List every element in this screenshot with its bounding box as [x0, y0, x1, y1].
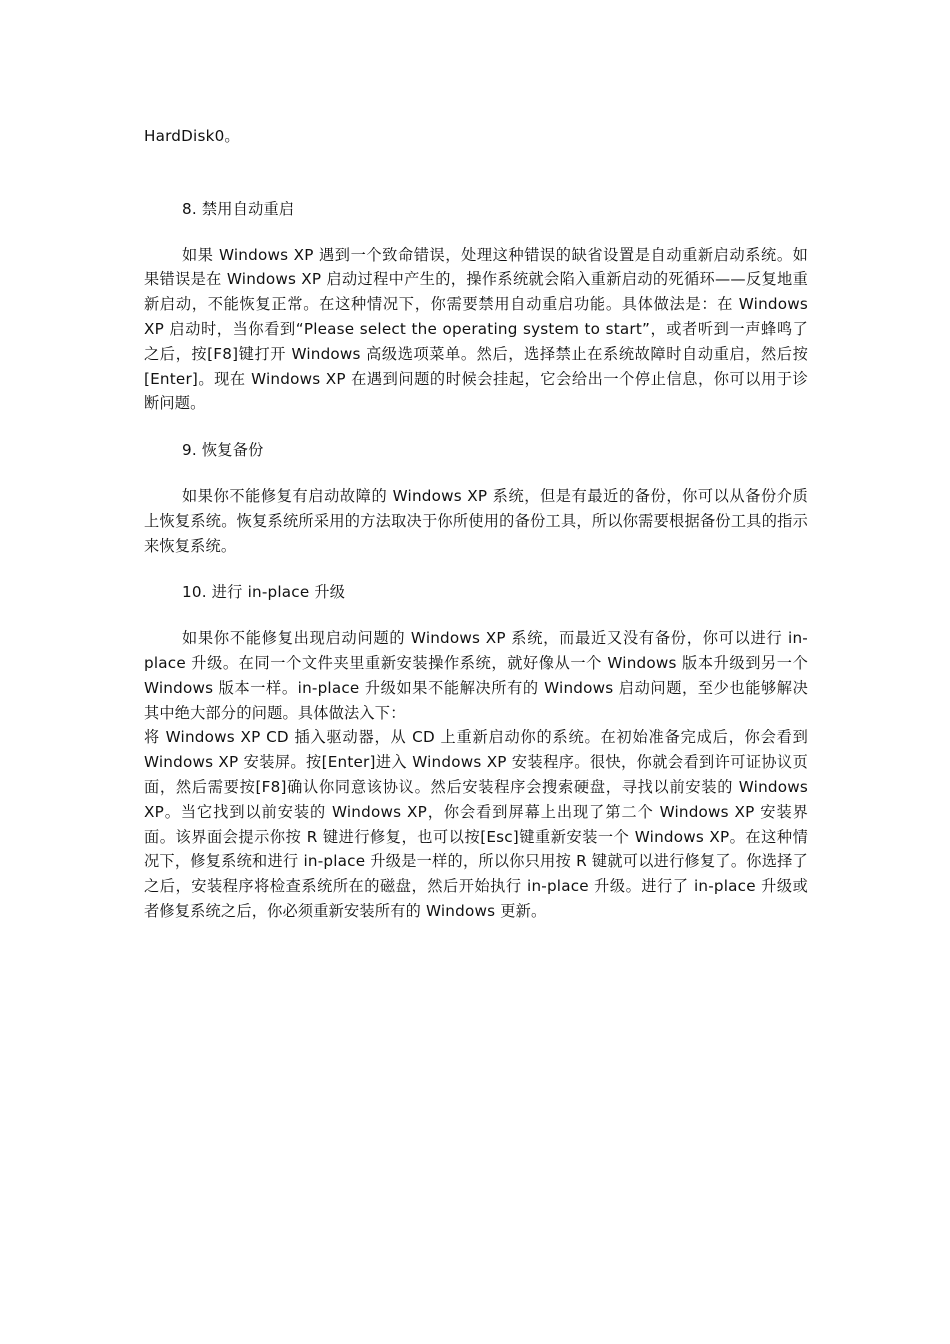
section-paragraph-8: 如果 Windows XP 遇到一个致命错误，处理这种错误的缺省设置是自动重新启动系统。如果错误是在 Windows XP 启动过程中产生的，操作系统就会陷入重新启动的死循环——反复地重新启动，不能恢复正常。在这种情况下，你需要禁用自动重启功能。具体做法是：在 Windows XP 启动时，当你看到“Please select the operating system to start”，或者听到一声蜂鸣了之后，按[F8]键打开 Windows 高级选项菜单。然后，选择禁止在系统故障时自动重启，然后按[Enter]。现在 Windows XP 在遇到问题的时候会挂起，它会给出一个停止信息，你可以用于诊断问题。 [144, 245, 808, 413]
section-paragraph-10-continuation: 将 Windows XP CD 插入驱动器，从 CD 上重新启动你的系统。在初始准备完成后，你会看到 Windows XP 安装屏。按[Enter]进入 Windows XP 安装程序。很快，你就会看到许可证协议页面，然后需要按[F8]确认你同意该协议。然后安装程序会搜索硬盘，寻找以前安装的 Windows XP。当它找到以前安装的 Windows XP，你会看到屏幕上出现了第二个 Windows XP 安装界面。该界面会提示你按 R 键进行修复，也可以按[Esc]键重新安装一个 Windows XP。在这种情况下，修复系统和进行 in-place 升级是一样的，所以你只用按 R 键就可以进行修复了。你选择了之后，安装程序将检查系统所在的磁盘，然后开始执行 in-place 升级。进行了 in-place 升级或者修复系统之后，你必须重新安装所有的 Windows 更新。 [144, 728, 808, 920]
section-gap [144, 463, 808, 484]
section-paragraph-9: 如果你不能修复有启动故障的 Windows XP 系统，但是有最近的备份，你可以从备份介质上恢复系统。恢复系统所采用的方法取决于你所使用的备份工具，所以你需要根据备份工具的指示来恢复系统。 [144, 486, 808, 555]
section-heading-8: 8. 禁用自动重启 [182, 199, 295, 218]
opening-fragment: HardDisk0。 [144, 127, 240, 145]
section-gap [144, 149, 808, 197]
section-gap [144, 416, 808, 438]
section-gap [144, 558, 808, 580]
section-gap [144, 222, 808, 243]
section-paragraph-10: 如果你不能修复出现启动问题的 Windows XP 系统，而最近又没有备份，你可以进行 in-place 升级。在同一个文件夹里重新安装操作系统，就好像从一个 Windows 版本升级到另一个 Windows 版本一样。in-place 升级如果不能解决所有的 Windows 启动问题，至少也能够解决其中绝大部分的问题。具体做法入下： [144, 629, 808, 722]
section-heading-9: 9. 恢复备份 [182, 441, 264, 460]
section-heading-10: 10. 进行 in-place 升级 [182, 583, 346, 602]
section-gap [144, 605, 808, 626]
document-body [144, 124, 808, 924]
